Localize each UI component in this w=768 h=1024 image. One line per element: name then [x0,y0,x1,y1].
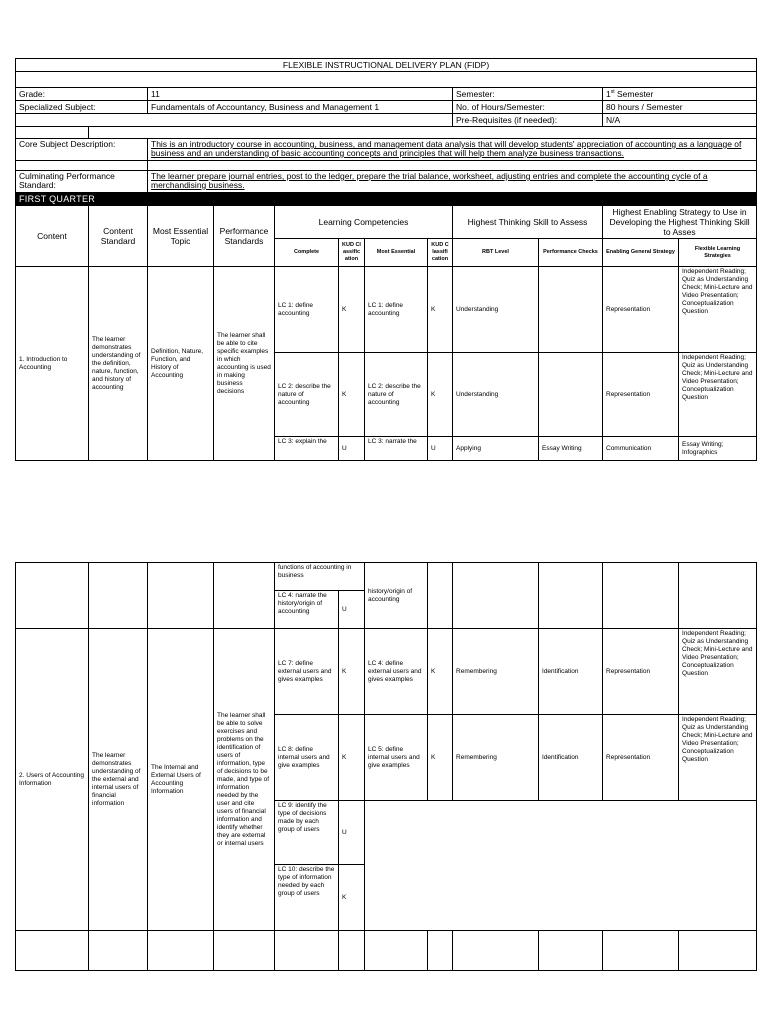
section1-topic: Definition, Nature, Function, and History of Accounting [148,267,214,461]
subject-value: Fundamentals of Accountancy, Business and Management 1 [148,101,453,114]
header-kud-2: KUD Classification [428,239,453,267]
hours-value: 80 hours / Semester [603,101,757,114]
lc-essential: LC 1: define accounting [365,267,428,353]
semester-value: 1st Semester [603,88,757,101]
section1-content: 1. Introduction to Accounting [16,267,89,461]
enabling-general-strategy: Representation [603,629,679,715]
enabling-general-strategy: Communication [603,437,679,461]
document-title: FLEXIBLE INSTRUCTIONAL DELIVERY PLAN (FIDP) [16,59,757,72]
lc-complete: LC 4: narrate the history/origin of accounting [275,591,339,629]
lc3-continuation: functions of accounting in business [275,563,365,591]
culminating-standard: The learner prepare journal entries, post to the ledger, prepare the trial balance, worksheet, adjusting entries and complete the accounting cycle of a merchandising business. [148,171,757,193]
kud-essential: K [428,715,453,801]
prereq-label: Pre-Requisites (if needed): [453,114,603,127]
kud-essential: K [428,629,453,715]
performance-check [539,353,603,437]
fidp-table-page1 [15,58,757,461]
lc-complete: LC 1: define accounting [275,267,339,353]
performance-check [539,267,603,353]
blank-cell [679,931,757,971]
blank-cell [365,801,757,931]
kud-essential: K [428,353,453,437]
header-most-essential: Most Essential [365,239,428,267]
blank-cell [89,563,148,629]
blank-cell [428,563,453,629]
enabling-general-strategy: Representation [603,353,679,437]
enabling-general-strategy: Representation [603,267,679,353]
flexible-learning-strategy: Essay Writing; Infographics [679,437,757,461]
blank-cell [365,931,428,971]
header-most-essential-topic: Most Essential Topic [148,206,214,267]
blank-cell [16,931,89,971]
kud-complete: K [339,267,365,353]
header-flexible-learning-strategies: Flexible Learning Strategies [679,239,757,267]
core-description-label: Core Subject Description: [16,139,148,161]
blank-cell [603,931,679,971]
section2-topic: The Internal and External Users of Accounting Information [148,629,214,931]
section1-content-standard: The learner demonstrates understanding of the definition, nature, function, and history of accounting [89,267,148,461]
lc-essential: LC 2: describe the nature of accounting [365,353,428,437]
flexible-learning-strategy: Independent Reading; Quiz as Understanding Check; Mini-Lecture and Video Presentation; Conceptualization Question [679,267,757,353]
hours-label: No. of Hours/Semester: [453,101,603,114]
blank-cell [214,931,275,971]
blank-cell [89,127,757,139]
grade-label: Grade: [16,88,148,101]
kud-complete: U [339,437,365,461]
blank-cell [275,931,339,971]
performance-check: Identification [539,715,603,801]
blank-cell [453,931,539,971]
blank-cell [148,931,214,971]
blank-cell [16,127,89,139]
flexible-learning-strategy: Independent Reading; Quiz as Understanding Check; Mini-Lecture and Video Presentation; Conceptualization Question [679,353,757,437]
semester-label: Semester: [453,88,603,101]
lc-essential: LC 5: define internal users and give examples [365,715,428,801]
culminating-standard-label: Culminating Performance Standard: [16,171,148,193]
section2-performance-standard: The learner shall be able to solve exercises and problems on the identification of users of information, type of decisions to be made, and type of information needed by the user and cite users of financial information and identify whether they are external or internal users [214,629,275,931]
flexible-learning-strategy: Independent Reading; Quiz as Understanding Check; Mini-Lecture and Video Presentation; Conceptualization Question [679,629,757,715]
kud-complete: K [339,629,365,715]
lc-complete: LC 7: define external users and gives examples [275,629,339,715]
lc-complete: LC 2: describe the nature of accounting [275,353,339,437]
rbt-level: Applying [453,437,539,461]
kud-complete: K [339,715,365,801]
blank-cell [539,563,603,629]
blank-cell [148,161,757,171]
header-enabling-general-strategy: Enabling General Strategy [603,239,679,267]
blank-cell [16,563,89,629]
header-content-standard: Content Standard [89,206,148,267]
header-complete: Complete [275,239,339,267]
blank-cell [539,931,603,971]
section1-performance-standard: The learner shall be able to cite specific examples in which accounting is used in making business decisions [214,267,275,461]
blank-cell [339,931,365,971]
header-learning-competencies: Learning Competencies [275,206,453,239]
blank-cell [603,563,679,629]
performance-check: Essay Writing [539,437,603,461]
kud-essential: K [428,267,453,353]
lc-complete: LC 3: explain the [275,437,339,461]
blank-cell [214,563,275,629]
lc3-essential-continuation: history/origin of accounting [365,563,428,629]
rbt-level: Understanding [453,267,539,353]
blank-cell [679,563,757,629]
rbt-level: Remembering [453,629,539,715]
spacer-row [16,72,757,88]
lc-complete: LC 10: describe the type of information needed by each group of users [275,865,339,931]
prereq-value: N/A [603,114,757,127]
header-performance-standards: Performance Standards [214,206,275,267]
enabling-general-strategy: Representation [603,715,679,801]
lc-complete: LC 9: identify the type of decisions made by each group of users [275,801,339,865]
blank-cell [16,161,148,171]
blank-cell [148,563,214,629]
kud-essential: U [428,437,453,461]
rbt-level: Remembering [453,715,539,801]
header-enabling-strategy: Highest Enabling Strategy to Use in Developing the Highest Thinking Skill to Asses [603,206,757,239]
subject-label: Specialized Subject: [16,101,148,114]
header-content: Content [16,206,89,267]
header-kud-1: KUD Classification [339,239,365,267]
section2-content: 2. Users of Accounting Information [16,629,89,931]
quarter-banner: FIRST QUARTER [16,193,757,206]
kud-complete: U [339,801,365,865]
kud-complete: K [339,353,365,437]
header-rbt-level: RBT Level [453,239,539,267]
blank-cell [428,931,453,971]
performance-check: Identification [539,629,603,715]
lc-essential: LC 4: define external users and gives examples [365,629,428,715]
fidp-table-page2 [15,562,757,971]
lc-complete: LC 8: define internal users and give examples [275,715,339,801]
header-thinking-skill: Highest Thinking Skill to Assess [453,206,603,239]
rbt-level: Understanding [453,353,539,437]
header-performance-checks: Performance Checks [539,239,603,267]
lc-essential: LC 3: narrate the [365,437,428,461]
blank-cell [89,931,148,971]
kud-complete: U [339,591,365,629]
blank-cell [453,563,539,629]
grade-value: 11 [148,88,453,101]
blank-cell [16,114,453,127]
kud-complete: K [339,865,365,931]
flexible-learning-strategy: Independent Reading; Quiz as Understanding Check; Mini-Lecture and Video Presentation; Conceptualization Question [679,715,757,801]
section2-content-standard: The learner demonstrates understanding of the external and internal users of financial information [89,629,148,931]
core-description: This is an introductory course in accounting, business, and management data analysis that will develop students' appreciation of accounting as a language of business and an understanding of basic accounting concepts and principles that will help them analyze business transactions. [148,139,757,161]
